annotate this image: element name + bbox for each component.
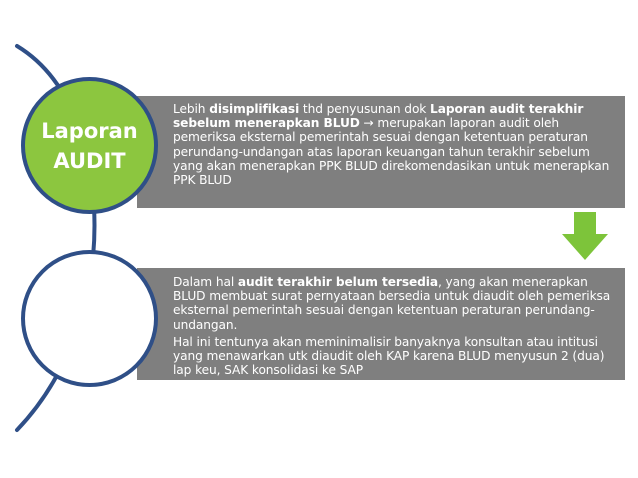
text-bold: disimplifikasi [209,102,300,116]
text-span: thd penyusunan dok [299,102,431,116]
down-arrow-icon [560,212,610,262]
panel-bottom-paragraph-2: Hal ini tentunya akan meminimalisir banyaknya konsultan atau intitusi yang menawarkan utk diaudit oleh KAP karena BLUD menyusun 2 (dua) lap keu, SAK konsolidasi ke SAP [173,334,605,378]
text-span: , yang akan menerapkan BLUD membuat surat pernyataan bersedia untuk diaudit oleh pemeriksa eksternal pemerintah sesuai dengan ketentuan peraturan perundang-undangan. [173,275,611,332]
text-span: → merupakan laporan audit oleh pemeriksa eksternal pemerintah sesuai dengan ketentuan peraturan perundang-undangan atas laporan keuangan tahun terakhir sebelum yang akan menerapkan PPK BLUD direkomendasikan untuk menerapkan PPK BLUD [173,116,610,188]
text-bold: Laporan audit terakhir sebelum menerapkan BLUD [173,102,584,131]
text-span: Dalam hal [173,275,238,289]
panel-top-text [173,102,615,187]
info-panel-top [137,96,625,208]
laporan-audit-circle [21,77,158,214]
panel-bottom-paragraph-1 [173,275,615,332]
text-bold: audit terakhir belum tersedia [237,275,438,289]
circle-label-line1: Laporan [41,118,138,143]
info-panel-bottom [137,268,625,380]
empty-circle [21,250,158,387]
circle-label-line2: AUDIT [53,148,126,173]
text-span: Lebih [173,102,210,116]
